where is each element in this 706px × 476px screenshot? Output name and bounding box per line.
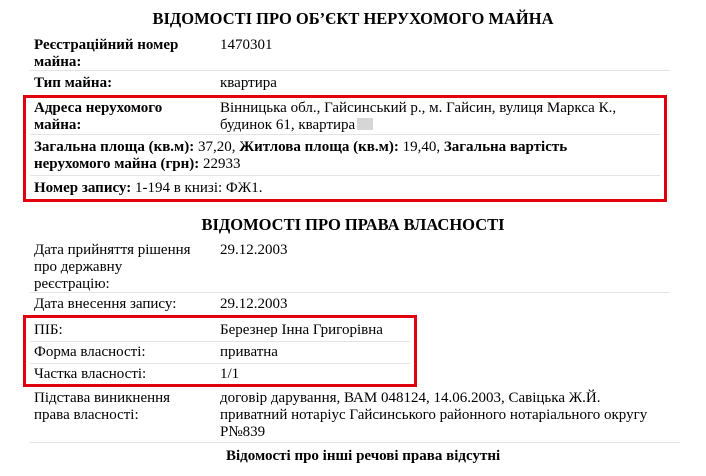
row-divider: [30, 363, 410, 364]
property-type-label: Тип майна:: [34, 75, 113, 91]
row-divider: [30, 70, 670, 71]
entry-date-value: 29.12.2003: [220, 296, 288, 312]
reg-number-value: 1470301: [220, 37, 273, 53]
name-label: ПІБ:: [34, 322, 63, 338]
other-rights-text: Відомості про інші речові права відсутні: [226, 448, 501, 464]
area-line-2: нерухомого майна (грн): 22933: [34, 156, 241, 172]
name-value: Березнер Інна Григорівна: [220, 322, 383, 338]
row-divider: [30, 134, 660, 135]
section-title-rights: ВІДОМОСТІ ПРО ПРАВА ВЛАСНОСТІ: [201, 215, 505, 234]
ownership-form-value: приватна: [220, 344, 278, 360]
decision-date-label: Дата прийняття рішення про державну реєстрацію:: [34, 242, 191, 292]
decision-date-value: 29.12.2003: [220, 242, 288, 258]
row-divider: [30, 341, 410, 342]
row-divider: [30, 292, 670, 293]
section-title-object: ВІДОМОСТІ ПРО ОБ’ЄКТ НЕРУХОМОГО МАЙНА: [152, 9, 554, 28]
basis-value: договір дарування, ВАМ 048124, 14.06.2003, Савіцька Ж.Й. приватний нотаріус Гайсинського районного нотаріального округу Р№839: [220, 390, 648, 440]
reg-number-label: Реєстраційний номер майна:: [34, 37, 179, 70]
address-value: Вінницька обл., Гайсинський р., м. Гайсин, вулиця Маркса К., будинок 61, квартира: [220, 100, 617, 133]
ownership-share-label: Частка власності:: [34, 366, 147, 382]
property-type-value: квартира: [220, 75, 277, 91]
address-label: Адреса нерухомого майна:: [34, 100, 163, 133]
entry-date-label: Дата внесення запису:: [34, 296, 177, 312]
row-divider: [30, 442, 680, 443]
ownership-share-value: 1/1: [220, 366, 240, 382]
row-divider: [30, 175, 660, 176]
area-line-1: Загальна площа (кв.м): 37,20, Житлова площа (кв.м): 19,40, Загальна вартість: [34, 139, 568, 155]
record-number: Номер запису: 1-194 в книзі: ФЖ1.: [34, 180, 263, 196]
basis-label: Підстава виникнення права власності:: [34, 390, 171, 423]
ownership-form-label: Форма власності:: [34, 344, 146, 360]
redacted-apartment-blur: [357, 118, 373, 130]
